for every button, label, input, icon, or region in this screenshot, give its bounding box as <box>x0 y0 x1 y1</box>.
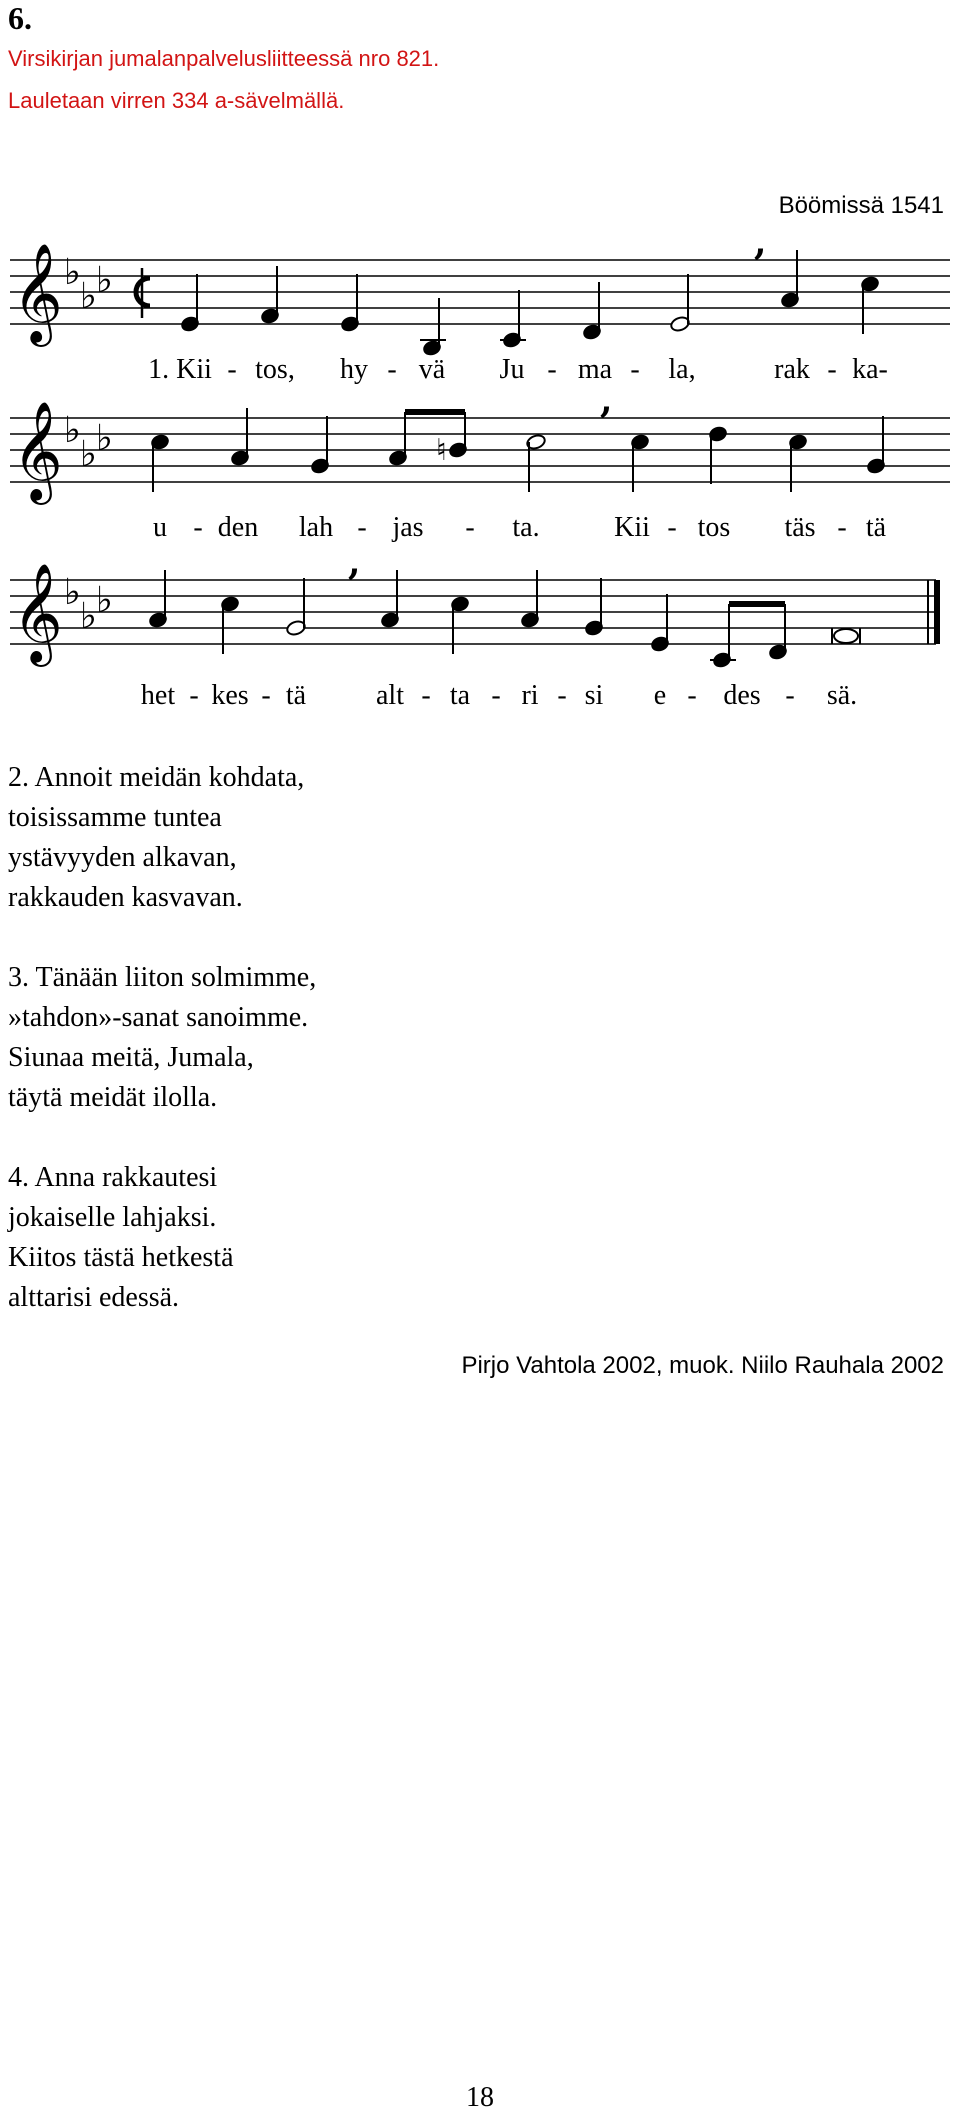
lyric-syllable: tos <box>697 512 731 543</box>
lyric-hyphen: - <box>465 512 475 543</box>
lyric-syllable: jas <box>392 512 424 543</box>
lyric-hyphen: - <box>189 680 199 711</box>
verse-2 <box>8 758 304 918</box>
lyric-hyphen: - <box>667 512 677 543</box>
music-staff-1 <box>0 240 960 380</box>
lyricist-credit: Pirjo Vahtola 2002, muok. Niilo Rauhala 2002 <box>461 1352 944 1379</box>
lyric-hyphen: - <box>491 680 501 711</box>
lyric-syllable: u <box>153 512 167 543</box>
lyric-syllable: Kii <box>614 512 650 543</box>
verse-4 <box>8 1158 234 1318</box>
svg-text:♭: ♭ <box>96 418 113 459</box>
lyric-syllable: ka- <box>852 354 888 385</box>
lyric-syllable: hy <box>340 354 368 385</box>
verse-line: Siunaa meitä, Jumala, <box>8 1042 254 1073</box>
breath-mark-icon: , <box>600 398 613 421</box>
breath-mark-icon: , <box>754 240 767 263</box>
lyric-hyphen: - <box>785 680 795 711</box>
verse-line: alttarisi edessä. <box>8 1282 180 1313</box>
composer-credit: Böömissä 1541 <box>778 192 944 219</box>
lyric-syllable: lah <box>298 512 334 543</box>
lyric-hyphen: - <box>357 512 367 543</box>
verse-line: »tahdon»-sanat sanoimme. <box>8 1002 309 1033</box>
music-staff-2 <box>0 398 960 538</box>
verse-line: toisissamme tuntea <box>8 802 222 833</box>
verse-line: 3. Tänään liiton solmimme, <box>8 962 317 993</box>
lyric-syllable: vä <box>418 354 446 385</box>
svg-text:♭: ♭ <box>64 252 81 293</box>
lyric-hyphen: - <box>827 354 837 385</box>
breath-mark-icon: , <box>348 560 361 583</box>
lyric-hyphen: - <box>547 354 557 385</box>
lyric-hyphen: - <box>557 680 567 711</box>
song-number: 6. <box>8 0 32 36</box>
lyric-syllable: tä <box>865 512 887 543</box>
lyric-hyphen: - <box>630 354 640 385</box>
svg-text:♭: ♭ <box>96 580 113 621</box>
verse-3 <box>8 958 316 1118</box>
music-staff-3 <box>0 560 960 700</box>
notes-line-1 <box>180 250 879 356</box>
lyric-hyphen: - <box>193 512 203 543</box>
svg-text:♭: ♭ <box>64 572 81 613</box>
verse-line: 2. Annoit meidän kohdata, <box>8 762 305 793</box>
treble-clef-icon: 𝄞 <box>12 243 63 343</box>
notes-line-3 <box>148 570 860 668</box>
lyric-syllable: tos, <box>255 354 295 385</box>
natural-sign-icon: ♮ <box>436 433 447 468</box>
lyric-syllable: des <box>723 680 761 711</box>
lyric-syllable: alt <box>376 680 404 711</box>
lyric-syllable: tä <box>285 680 307 711</box>
verse-line: 4. Anna rakkautesi <box>8 1162 218 1193</box>
page-number: 18 <box>466 2082 494 2113</box>
svg-text:♭: ♭ <box>96 260 113 301</box>
lyric-syllable: rak <box>774 354 810 385</box>
lyric-hyphen: - <box>261 680 271 711</box>
lyric-syllable: kes <box>211 680 249 711</box>
lyric-hyphen: - <box>227 354 237 385</box>
treble-clef-icon: 𝄞 <box>12 401 63 501</box>
lyric-syllable: ta. <box>512 512 540 543</box>
lyric-syllable: si <box>584 680 604 711</box>
lyric-syllable: sä. <box>826 680 858 711</box>
treble-clef-icon: 𝄞 <box>12 563 63 663</box>
lyric-syllable: 1. Kii <box>148 354 212 385</box>
verse-line: täytä meidät ilolla. <box>8 1082 218 1113</box>
lyric-syllable: den <box>217 512 259 543</box>
verse-line: Kiitos tästä hetkestä <box>8 1242 234 1273</box>
svg-text:♭: ♭ <box>64 410 81 451</box>
tune-instruction: Lauletaan virren 334 a-sävelmällä. <box>8 88 345 113</box>
verse-line: rakkauden kasvavan. <box>8 882 243 913</box>
lyric-syllable: ta <box>449 680 471 711</box>
svg-text:♭: ♭ <box>80 596 97 637</box>
svg-text:♭: ♭ <box>80 434 97 475</box>
lyric-hyphen: - <box>421 680 431 711</box>
lyric-hyphen: - <box>387 354 397 385</box>
lyric-syllable: Ju <box>499 354 525 385</box>
lyric-syllable: e <box>653 680 667 711</box>
breve-note <box>832 628 860 644</box>
lyric-syllable: het <box>140 680 176 711</box>
lyric-hyphen: - <box>687 680 697 711</box>
lyric-syllable: ma <box>577 354 613 385</box>
lyric-syllable: ri <box>521 680 539 711</box>
verse-line: jokaiselle lahjaksi. <box>8 1202 217 1233</box>
lyric-hyphen: - <box>837 512 847 543</box>
svg-text:♭: ♭ <box>80 276 97 317</box>
lyric-syllable: täs <box>784 512 816 543</box>
verse-line: ystävyyden alkavan, <box>8 842 237 873</box>
lyric-syllable: la, <box>668 354 696 385</box>
source-reference: Virsikirjan jumalanpalvelusliitteessä nro 821. <box>8 46 440 71</box>
